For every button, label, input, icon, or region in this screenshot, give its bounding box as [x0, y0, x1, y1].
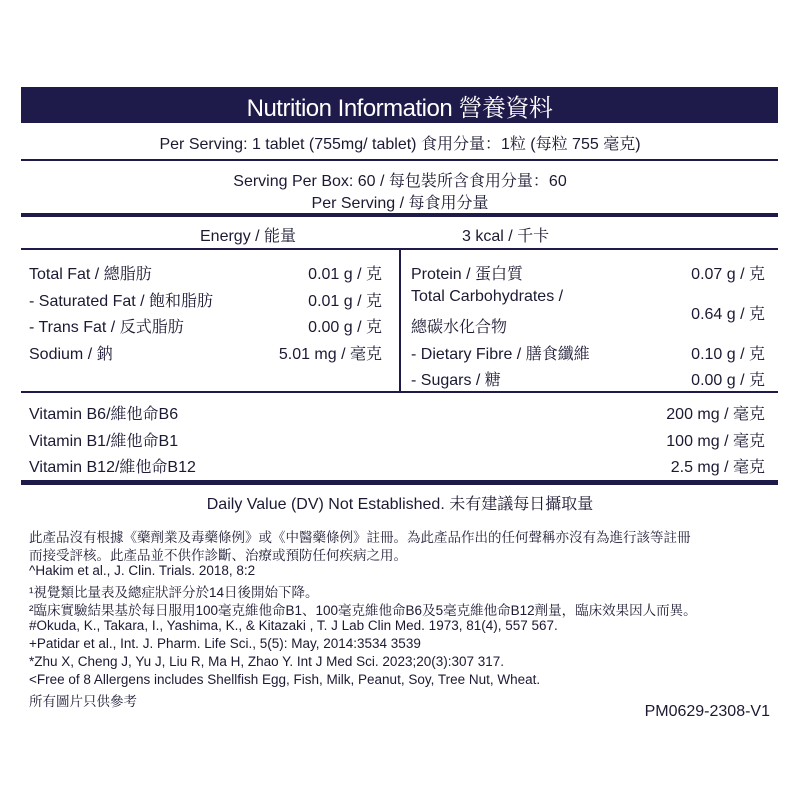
- footnote: +Patidar et al., Int. J. Pharm. Life Sci., 5(5): May, 2014:3534 3539: [29, 636, 421, 651]
- divider-thick: [21, 480, 778, 485]
- daily-value-note: Daily Value (DV) Not Established. 未有建議每日攝取量: [206, 496, 594, 513]
- title: Nutrition Information 營養資料: [246, 94, 553, 122]
- nutrient-label: Total Fat / 總脂肪: [29, 266, 152, 283]
- nutrient-value: 0.07 g / 克: [691, 266, 765, 283]
- footnote: #Okuda, K., Takara, I., Yashima, K., & Kitazaki , T. J Lab Clin Med. 1973, 81(4), 557 567.: [29, 618, 558, 633]
- vitamin-label: Vitamin B6/維他命B6: [29, 406, 179, 423]
- footnote: 而接受評核。此產品並不供作診斷、治療或預防任何疾病之用。: [29, 548, 407, 563]
- nutrient-label: - Dietary Fibre / 膳食纖維: [411, 346, 590, 363]
- vitamin-value: 2.5 mg / 毫克: [670, 459, 765, 476]
- column-divider: [399, 249, 401, 392]
- divider-thick: [21, 213, 778, 217]
- nutrient-value: 0.01 g / 克: [308, 266, 382, 283]
- per-serving-line: Per Serving: 1 tablet (755mg/ tablet) 食用分量：1粒 (每粒 755 毫克): [159, 136, 641, 153]
- footnote: <Free of 8 Allergens includes Shellfish Egg, Fish, Milk, Peanut, Soy, Tree Nut, Wheat.: [29, 672, 541, 687]
- nutrient-label-line2: 總碳水化合物: [411, 319, 508, 336]
- vitamin-label: Vitamin B1/維他命B1: [29, 433, 179, 450]
- nutrient-value: 0.01 g / 克: [308, 293, 382, 310]
- energy-value: 3 kcal / 千卡: [462, 228, 550, 245]
- nutrient-value: 5.01 mg / 毫克: [278, 346, 382, 363]
- per-serving-label: Per Serving / 每食用分量: [311, 195, 489, 212]
- nutrient-label: - Trans Fat / 反式脂肪: [29, 319, 184, 336]
- nutrient-label: - Saturated Fat / 飽和脂肪: [29, 293, 214, 310]
- vitamin-value: 200 mg / 毫克: [666, 406, 765, 423]
- nutrient-label: Total Carbohydrates /: [411, 288, 564, 305]
- title-bar: [21, 87, 778, 123]
- vitamin-label: Vitamin B12/維他命B12: [29, 459, 196, 476]
- nutrient-value: 0.10 g / 克: [691, 346, 765, 363]
- nutrient-label: - Sugars / 糖: [411, 372, 501, 389]
- nutrient-value: 0.00 g / 克: [308, 319, 382, 336]
- footnote: ¹視覺類比量表及總症狀評分於14日後開始下降。: [29, 585, 319, 600]
- footnote: 此產品沒有根據《藥劑業及毒藥條例》或《中醫藥條例》註冊。為此產品作出的任何聲稱亦沒有為進行該等註冊: [29, 530, 691, 545]
- energy-label: Energy / 能量: [200, 228, 297, 245]
- vitamin-value: 100 mg / 毫克: [666, 433, 765, 450]
- nutrient-value: 0.00 g / 克: [691, 372, 765, 389]
- serving-per-box: Serving Per Box: 60 / 每包裝所含食用分量：60: [233, 173, 567, 190]
- footnote: ^Hakim et al., J. Clin. Trials. 2018, 8:2: [29, 563, 256, 578]
- nutrient-label: Protein / 蛋白質: [411, 266, 524, 283]
- product-code: PM0629-2308-V1: [644, 703, 770, 720]
- footnote: *Zhu X, Cheng J, Yu J, Liu R, Ma H, Zhao Y. Int J Med Sci. 2023;20(3):307 317.: [29, 654, 505, 669]
- nutrient-label: Sodium / 鈉: [29, 346, 113, 363]
- footnote: 所有圖片只供參考: [29, 694, 137, 709]
- divider: [21, 391, 778, 393]
- divider: [21, 159, 778, 161]
- footnote: ²臨床實驗結果基於每日服用100毫克維他命B1、100毫克維他命B6及5毫克維他命B12劑量，臨床效果因人而異。: [29, 603, 697, 618]
- nutrient-value: 0.64 g / 克: [691, 306, 765, 323]
